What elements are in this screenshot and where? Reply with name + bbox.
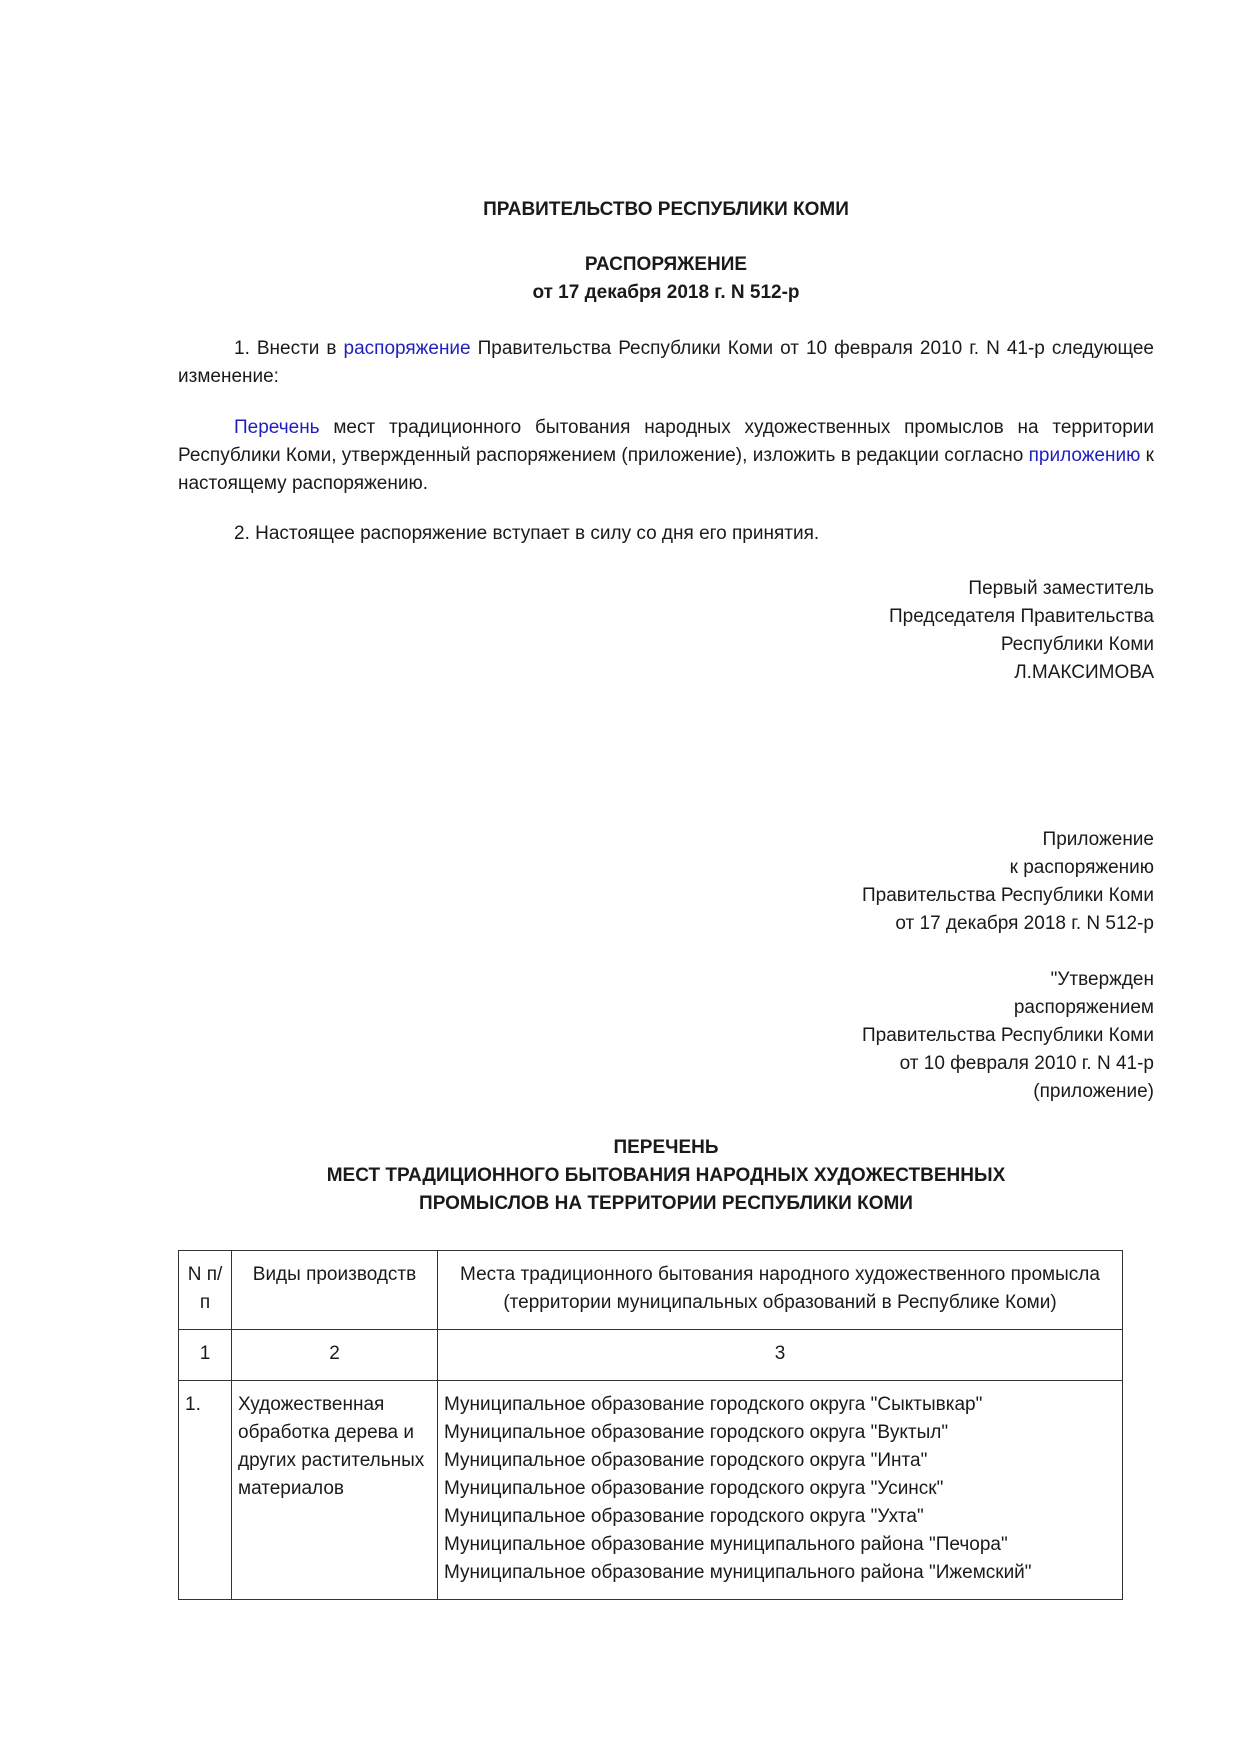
signature-name: Л.МАКСИМОВА xyxy=(1014,662,1154,683)
column-number-2: 2 xyxy=(232,1330,438,1381)
document-date-number: от 17 декабря 2018 г. N 512-р xyxy=(532,282,800,303)
paragraph-1 xyxy=(178,335,1154,391)
approved-line-5: (приложение) xyxy=(1033,1081,1154,1102)
list-title-3: ПРОМЫСЛОВ НА ТЕРРИТОРИИ РЕСПУБЛИКИ КОМИ xyxy=(419,1193,913,1214)
row-places xyxy=(438,1381,1123,1600)
header-places: Места традиционного бытования народного художественного промысла (территории муниципальных образований в Республике Коми) xyxy=(438,1251,1123,1330)
header-kind: Виды производств xyxy=(232,1251,438,1330)
paragraph-2 xyxy=(178,414,1154,498)
row-number: 1. xyxy=(179,1381,232,1600)
place-item: Муниципальное образование городского округа "Вуктыл" xyxy=(444,1422,949,1443)
approved-line-1: "Утвержден xyxy=(1050,969,1154,990)
paragraph-3: 2. Настоящее распоряжение вступает в силу со дня его принятия. xyxy=(234,523,820,544)
link-list[interactable]: Перечень xyxy=(234,417,320,438)
place-item: Муниципальное образование городского округа "Сыктывкар" xyxy=(444,1394,983,1415)
column-number-3: 3 xyxy=(438,1330,1123,1381)
place-item: Муниципальное образование городского округа "Ухта" xyxy=(444,1506,924,1527)
place-item: Муниципальное образование городского округа "Усинск" xyxy=(444,1478,944,1499)
approved-line-3: Правительства Республики Коми xyxy=(862,1025,1154,1046)
appendix-line-3: Правительства Республики Коми xyxy=(862,885,1154,906)
paragraph-1-prefix: 1. Внести в xyxy=(234,338,344,359)
places-table xyxy=(178,1250,1123,1600)
appendix-line-1: Приложение xyxy=(1042,829,1154,850)
link-order[interactable]: распоряжение xyxy=(343,338,471,359)
list-title-2: МЕСТ ТРАДИЦИОННОГО БЫТОВАНИЯ НАРОДНЫХ ХУДОЖЕСТВЕННЫХ xyxy=(326,1165,1006,1186)
table-column-numbers-row xyxy=(179,1330,1123,1381)
place-item: Муниципальное образование городского округа "Инта" xyxy=(444,1450,928,1471)
appendix-line-4: от 17 декабря 2018 г. N 512-р xyxy=(895,913,1154,934)
paragraph-1-suffix: Правительства Республики Коми от 10 февраля 2010 г. N 41-р следующее изменение: xyxy=(178,338,1154,387)
place-item: Муниципальное образование муниципального района "Ижемский" xyxy=(444,1562,1032,1583)
table-row xyxy=(179,1381,1123,1600)
table-header-row xyxy=(179,1251,1123,1330)
government-title: ПРАВИТЕЛЬСТВО РЕСПУБЛИКИ КОМИ xyxy=(483,199,849,220)
paragraph-2-suffix: к настоящему распоряжению. xyxy=(178,445,1154,494)
list-title-1: ПЕРЕЧЕНЬ xyxy=(613,1137,719,1158)
signature-line-3: Республики Коми xyxy=(1000,634,1154,655)
document-type: РАСПОРЯЖЕНИЕ xyxy=(584,254,748,275)
approved-line-4: от 10 февраля 2010 г. N 41-р xyxy=(899,1053,1154,1074)
header-number: N п/п xyxy=(179,1251,232,1330)
approved-line-2: распоряжением xyxy=(1013,997,1154,1018)
appendix-line-2: к распоряжению xyxy=(1009,857,1154,878)
column-number-1: 1 xyxy=(179,1330,232,1381)
paragraph-2-middle: мест традиционного бытования народных художественных промыслов на территории Республики Коми, утвержденный распоряжением (приложение), изложить в редакции согласно xyxy=(178,417,1154,466)
signature-line-2: Председателя Правительства xyxy=(889,606,1154,627)
signature-line-1: Первый заместитель xyxy=(968,578,1154,599)
place-item: Муниципальное образование муниципального района "Печора" xyxy=(444,1534,1008,1555)
link-appendix[interactable]: приложению xyxy=(1028,445,1141,466)
row-kind: Художественная обработка дерева и других растительных материалов xyxy=(232,1381,438,1600)
